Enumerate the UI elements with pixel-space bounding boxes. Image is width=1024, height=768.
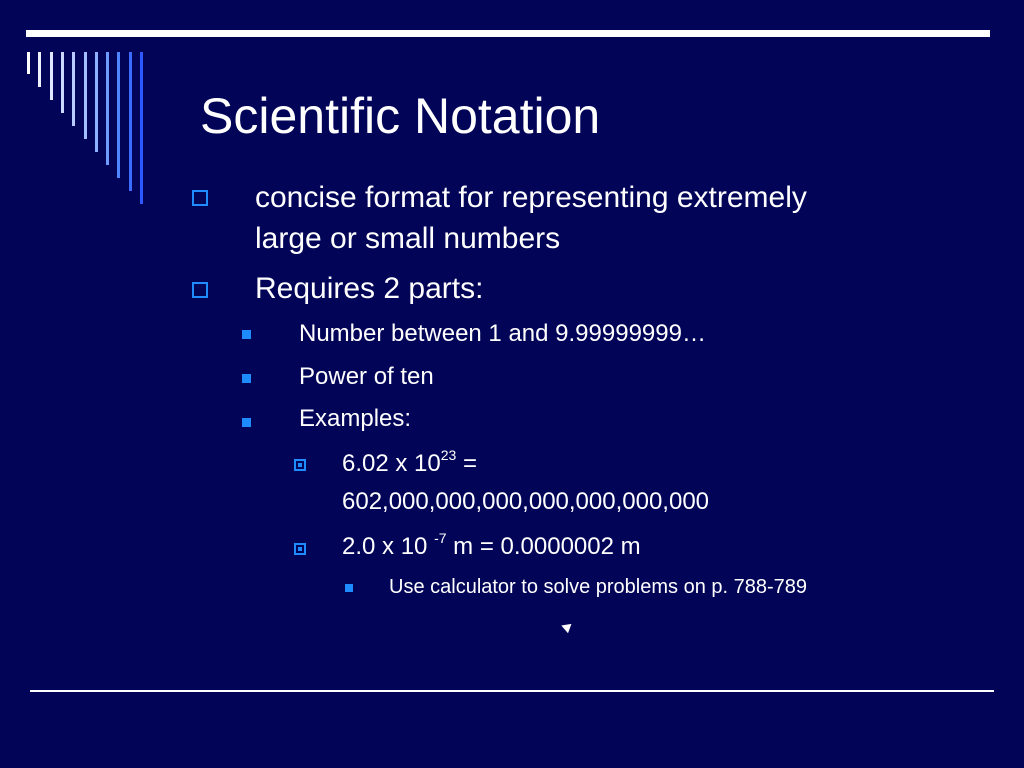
bullet-text: Use calculator to solve problems on p. 788-789 [389, 576, 808, 598]
example-equals: = [456, 450, 478, 477]
example-result: m = 0.0000002 m [446, 533, 641, 560]
solid-square-bullet-icon [242, 374, 251, 383]
decorative-bar [95, 52, 98, 152]
decorative-bar [50, 52, 53, 100]
solid-square-bullet-icon [345, 584, 353, 592]
decorative-bar [27, 52, 30, 74]
bullet-text-line-2: large or small numbers [255, 222, 561, 255]
bullet-text: Power of ten [299, 363, 434, 390]
solid-square-bullet-icon [242, 418, 251, 427]
slide-title: Scientific Notation [200, 88, 601, 144]
bullet-text: Requires 2 parts: [255, 272, 484, 305]
decorative-bar [38, 52, 41, 87]
decorative-bar [117, 52, 120, 178]
example-exponent: -7 [434, 530, 447, 546]
example-base: 6.02 x 10 [342, 450, 441, 477]
decorative-bar [106, 52, 109, 165]
decorative-bar [72, 52, 75, 126]
bullet-text-line-1: concise format for representing extremely [255, 181, 807, 214]
example-exponent: 23 [440, 447, 457, 463]
solid-square-bullet-icon [242, 330, 251, 339]
example-line-2: 602,000,000,000,000,000,000,000 [342, 488, 710, 515]
decorative-bar [61, 52, 64, 113]
decorative-bars [0, 0, 200, 220]
hollow-square-bullet-icon [192, 282, 208, 298]
example-line [342, 529, 641, 565]
hollow-square-dot-bullet-icon [294, 459, 306, 471]
hollow-square-dot-bullet-icon [294, 543, 306, 555]
hollow-square-bullet-icon [192, 190, 208, 206]
example-base: 2.0 x 10 [342, 533, 435, 560]
decorative-bar [140, 52, 143, 204]
bullet-text: Examples: [299, 405, 412, 432]
mouse-pointer-icon [560, 621, 572, 633]
decorative-bar [129, 52, 132, 191]
example-line-1 [342, 446, 477, 482]
bottom-divider-line [30, 690, 994, 692]
decorative-bar [84, 52, 87, 139]
bullet-text: Number between 1 and 9.99999999… [299, 320, 706, 347]
